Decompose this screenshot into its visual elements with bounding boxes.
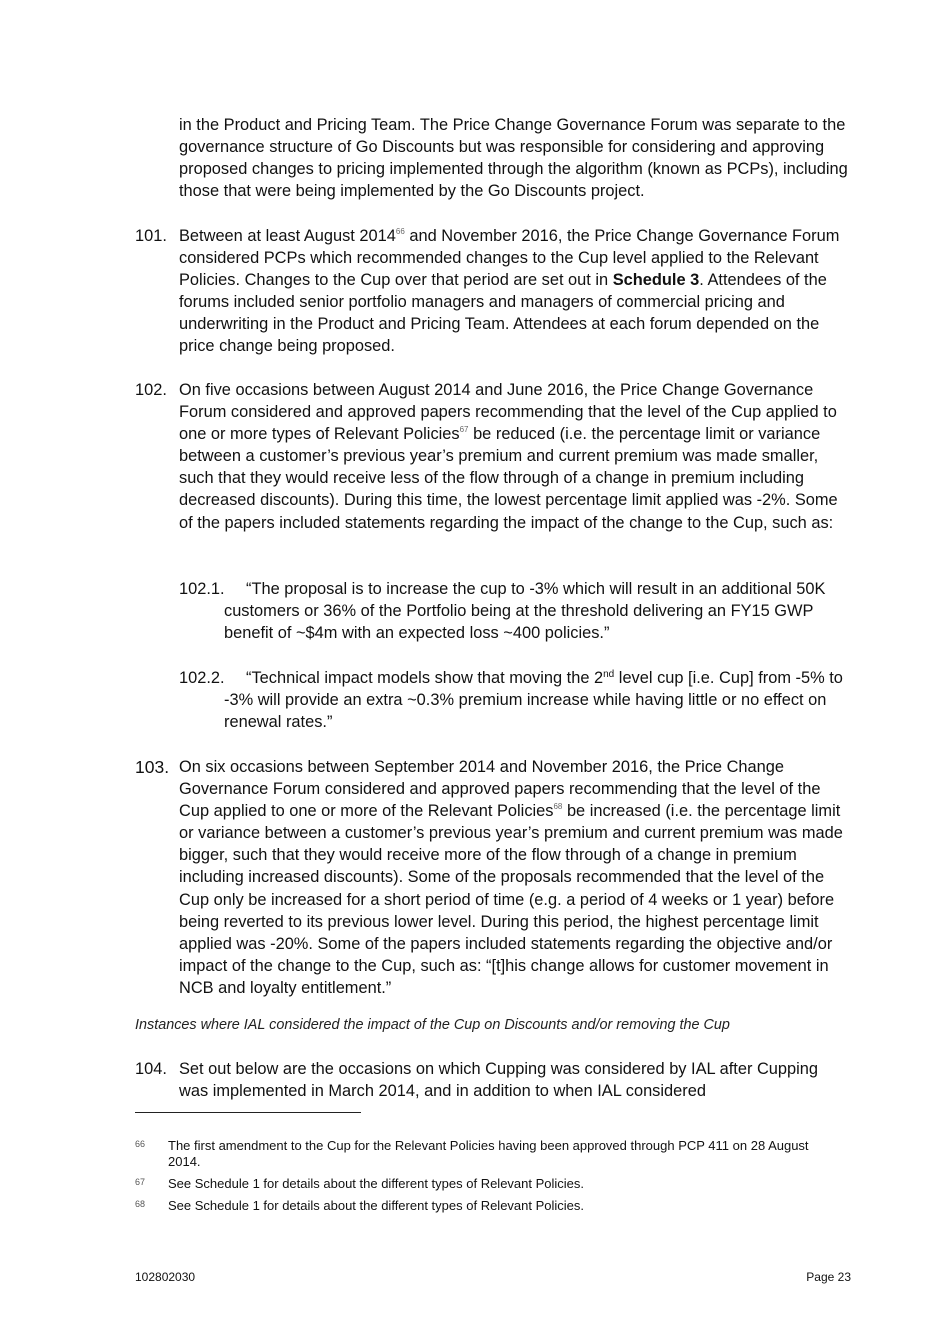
paragraph-text: Between at least August 2014 xyxy=(179,227,396,245)
paragraph-text: . Attendees of the forums included senior portfolio managers and managers of commercial pricing and underwriting in the Product and Pricing Team. Attendees at each forum depended on the price change being proposed. xyxy=(179,271,827,356)
paragraph-continuation: in the Product and Pricing Team. The Price Change Governance Forum was separate to the governance structure of Go Discounts but was responsible for considering and approving proposed changes to pricing implemented through the algorithm (known as PCPs), including those that were being implemented by the Go Discounts project. xyxy=(179,116,848,201)
footnote-reference[interactable]: 66 xyxy=(395,227,405,236)
paragraph-text: On six occasions between September 2014 and November 2016, the Price Change Governance Forum considered and approved papers recommending that the level of the Cup applied to one or more of the Relevant Policies xyxy=(179,758,821,821)
quote-text: “The proposal is to increase the cup to -3% which will result in an additional 50K customers or 36% of the Portfolio being at the threshold delivering an FY15 GWP benefit of ~$4m with an expected loss ~400 policies.” xyxy=(224,580,826,643)
footnote-text: See Schedule 1 for details about the different types of Relevant Policies. xyxy=(168,1198,585,1213)
footnote-number: 67 xyxy=(135,1177,146,1187)
paragraph-103 xyxy=(179,756,851,999)
paragraph-102 xyxy=(179,379,851,534)
quote-text: “Technical impact models show that moving the 2 xyxy=(246,669,604,687)
quote-text: level cup [i.e. Cup] from -5% to -3% will provide an extra ~0.3% premium increase while having little or no effect on renewal rates.” xyxy=(224,669,843,732)
paragraph-104: Set out below are the occasions on which Cupping was considered by IAL after Cupping was implemented in March 2014, and in addition to when IAL considered xyxy=(179,1060,819,1101)
paragraph-number: 101. xyxy=(135,227,167,245)
subparagraph-number: 102.1. xyxy=(179,580,225,598)
footnote-reference[interactable]: 68 xyxy=(553,802,563,812)
paragraph-number: 103. xyxy=(135,757,170,777)
subparagraph-102-1-text xyxy=(224,578,850,644)
superscript: nd xyxy=(603,669,615,680)
section-subheading: Instances where IAL considered the impact of the Cup on Discounts and/or removing the Cup xyxy=(135,1017,730,1033)
paragraph-101 xyxy=(179,225,851,358)
footnote-text: See Schedule 1 for details about the different types of Relevant Policies. xyxy=(168,1176,585,1191)
paragraph-number: 102. xyxy=(135,381,167,399)
footnote-reference[interactable]: 67 xyxy=(459,425,469,435)
paragraph-text: and November 2016, the Price Change Governance Forum considered PCPs which recommended changes to the Cup level applied to the Relevant Policies. Changes to the Cup over that period are set out in xyxy=(179,227,840,290)
footnote-number: 68 xyxy=(135,1199,146,1209)
paragraph-number: 104. xyxy=(135,1060,167,1078)
subparagraph-102-2 xyxy=(224,667,850,733)
footnote-number: 66 xyxy=(135,1139,146,1149)
footnote-text: The first amendment to the Cup for the Relevant Policies having been approved through PCP 411 on 28 August 2014. xyxy=(168,1138,809,1169)
document-id: 102802030 xyxy=(135,1270,196,1284)
bold-reference: Schedule 3 xyxy=(612,271,700,290)
page-number: Page 23 xyxy=(806,1270,851,1284)
paragraph-text: be increased (i.e. the percentage limit or variance between a customer’s previous year’s premium and current premium was made bigger, such that they would receive more of the flow through of a change in premium including increased discounts). Some of the proposals recommended that the level of the Cup only be increased for a short period of time (e.g. a period of 4 weeks or 1 year) before being reverted to its previous lower level. During this period, the highest percentage limit applied was -20%. Some of the papers included statements regarding the objective and/or impact of the change to the Cup, such as: “[t]his change allows for customer movement in NCB and loyalty entitlement.” xyxy=(179,802,843,997)
subparagraph-number: 102.2. xyxy=(179,669,225,687)
paragraph-text: On five occasions between August 2014 and June 2016, the Price Change Governance Forum considered and approved papers recommending that the level of the Cup applied to one or more types of Relevant Policies xyxy=(179,381,837,444)
paragraph-text: be reduced (i.e. the percentage limit or variance between a customer’s previous year’s premium and current premium was made smaller, such that they would receive less of the flow through of a change in premium including decreased discounts). During this time, the lowest percentage limit applied was -2%. Some of the papers included statements regarding the impact of the change to the Cup, such as: xyxy=(179,425,838,532)
footnote-separator xyxy=(135,1112,361,1113)
